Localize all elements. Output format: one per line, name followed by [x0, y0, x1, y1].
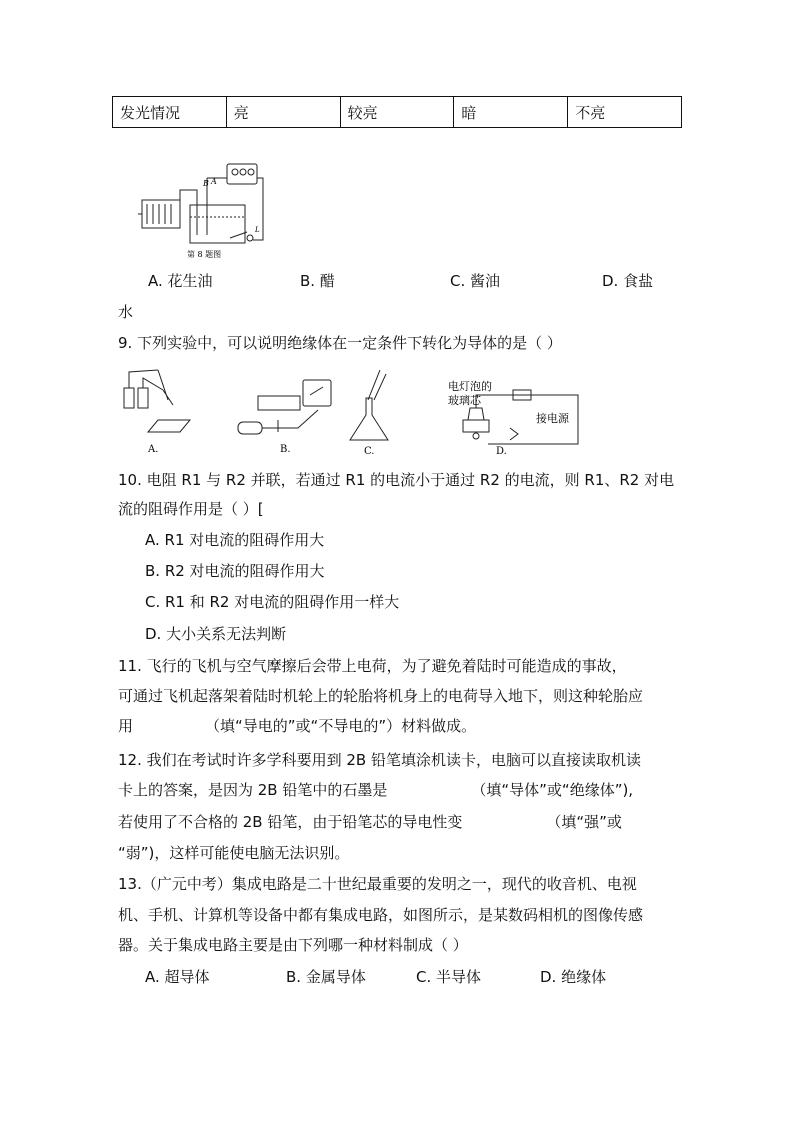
brightness-table: [112, 96, 682, 128]
q8-option-b: B. 醋: [300, 272, 335, 290]
q9-stem: 9. 下列实验中，可以说明绝缘体在一定条件下转化为导体的是（ ）: [118, 334, 562, 352]
fig8-label-a: A: [211, 177, 217, 186]
q10-option-a: A. R1 对电流的阻碍作用大: [145, 531, 325, 549]
q10-option-c: C. R1 和 R2 对电流的阻碍作用一样大: [145, 593, 400, 611]
table-cell: 较亮: [340, 97, 454, 128]
q11-line-3: [118, 716, 476, 736]
fig8-label-b: B: [203, 179, 209, 188]
q12-line-4: “弱”)，这样可能使电脑无法识别。: [118, 844, 350, 862]
q10-line-2: 流的阻碍作用是（ ）[: [118, 500, 264, 518]
q9-bulb-label-1: 电灯泡的: [448, 380, 492, 393]
q9-power-label: 接电源: [536, 412, 569, 425]
q12-line-1: 12. 我们在考试时许多学科要用到 2B 铅笔填涂机读卡，电脑可以直接读取机读: [118, 751, 641, 769]
table-cell: 发光情况: [113, 97, 227, 128]
q11-line-3b: （填“导电的”或“不导电的”）材料做成。: [205, 717, 477, 735]
q9-figures: [118, 360, 618, 460]
q9-label-c: C.: [364, 446, 375, 457]
table-cell: 不亮: [568, 97, 682, 128]
q9-label-b: B.: [280, 444, 291, 455]
q8-option-c: C. 酱油: [450, 272, 501, 290]
q10-line-1: 10. 电阻 R1 与 R2 并联，若通过 R1 的电流小于通过 R2 的电流，则 R1、R2 对电: [118, 471, 675, 489]
q13-option-d: D. 绝缘体: [540, 968, 607, 986]
q12-line-3b: （填“强”或: [546, 813, 622, 831]
q13-option-c: C. 半导体: [416, 968, 482, 986]
table-row: [113, 97, 682, 128]
q8-option-d: D. 食盐: [602, 272, 654, 290]
q13-line-1: 13.（广元中考）集成电路是二十世纪最重要的发明之一，现代的收音机、电视: [118, 875, 637, 893]
q12-line-2b: （填“导体”或“绝缘体”),: [471, 781, 634, 799]
q8-circuit-figure: [135, 160, 265, 260]
table-cell: 亮: [226, 97, 340, 128]
table-cell: 暗: [454, 97, 568, 128]
q13-line-3: 器。关于集成电路主要是由下列哪一种材料制成（ ）: [118, 936, 468, 954]
q8-option-a: A. 花生油: [148, 272, 213, 290]
q11-line-2: 可通过飞机起落架着陆时机轮上的轮胎将机身上的电荷导入地下，则这种轮胎应: [118, 687, 644, 705]
q11-line-3a: 用: [118, 717, 134, 735]
fig8-label-l: L: [255, 226, 260, 234]
q9-label-a: A.: [148, 444, 159, 455]
q13-option-a: A. 超导体: [145, 968, 210, 986]
q13-line-2: 机、手机、计算机等设备中都有集成电路，如图所示，是某数码相机的图像传感: [118, 906, 644, 924]
q11-line-1: 11. 飞行的飞机与空气摩擦后会带上电荷，为了避免着陆时可能造成的事故，: [118, 657, 627, 675]
q12-line-3: [118, 812, 622, 832]
q13-option-b: B. 金属导体: [286, 968, 366, 986]
q10-option-d: D. 大小关系无法判断: [145, 625, 287, 643]
q12-line-3a: 若使用了不合格的 2B 铅笔，由于铅笔芯的导电性变: [118, 813, 463, 831]
q12-line-2a: 卡上的答案，是因为 2B 铅笔中的石墨是: [118, 781, 388, 799]
fig8-caption: 第 8 题图: [187, 250, 222, 259]
q8-option-d-wrap: 水: [118, 303, 134, 321]
q12-line-2: [118, 780, 633, 800]
q10-option-b: B. R2 对电流的阻碍作用大: [145, 562, 325, 580]
q9-label-d: D.: [496, 446, 507, 457]
q9-bulb-label-2: 玻璃芯: [448, 394, 481, 407]
